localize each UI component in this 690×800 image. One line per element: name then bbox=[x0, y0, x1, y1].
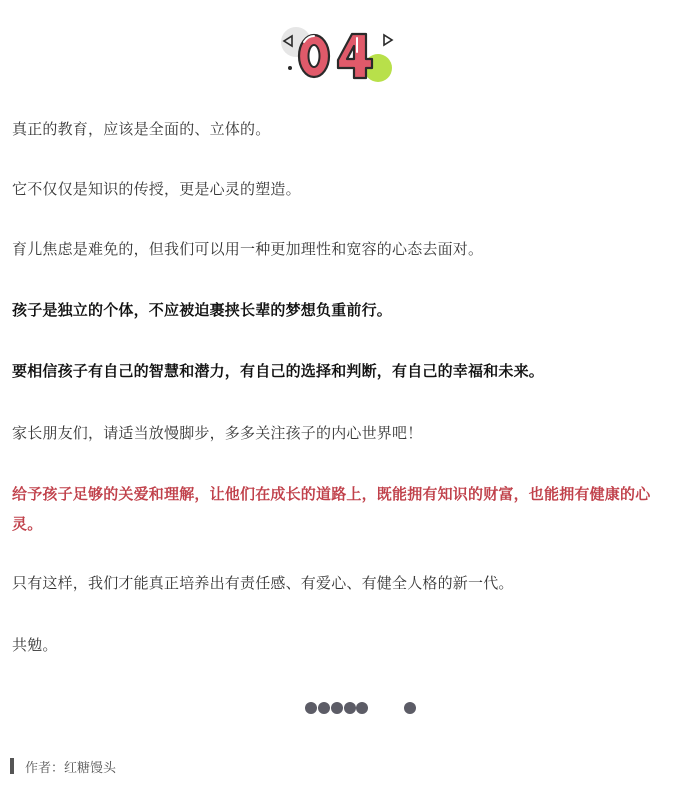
paragraph-1: 真正的教育，应该是全面的、立体的。 bbox=[12, 120, 271, 138]
paragraph-6: 家长朋友们，请适当放慢脚步，多多关注孩子的内心世界吧！ bbox=[12, 424, 423, 442]
author-marker-bar bbox=[10, 758, 14, 774]
digit-zero bbox=[299, 35, 329, 77]
paragraph-7-highlight: 给予孩子足够的关爱和理解，让他们在成长的道路上，既能拥有知识的财富，也能拥有健康的心灵。 bbox=[12, 485, 651, 533]
paragraph-9: 共勉。 bbox=[12, 636, 58, 654]
paragraph-2: 它不仅仅是知识的传授，更是心灵的塑造。 bbox=[12, 180, 301, 198]
small-dot bbox=[288, 66, 292, 70]
author-line bbox=[10, 755, 116, 777]
divider-dot bbox=[331, 702, 343, 714]
divider-dot bbox=[318, 702, 330, 714]
decorative-dots-divider bbox=[300, 697, 430, 719]
digit-four bbox=[338, 34, 372, 78]
paragraph-8: 只有这样，我们才能真正培养出有责任感、有爱心、有健全人格的新一代。 bbox=[12, 574, 514, 592]
right-triangle-icon bbox=[384, 35, 392, 45]
author-label: 作者：红糖馒头 bbox=[25, 760, 117, 776]
paragraph-3: 育儿焦虑是难免的，但我们可以用一种更加理性和宽容的心态去面对。 bbox=[12, 240, 484, 258]
divider-dot bbox=[404, 702, 416, 714]
divider-dot bbox=[356, 702, 368, 714]
section-number-graphic bbox=[278, 22, 398, 84]
paragraph-4-bold: 孩子是独立的个体，不应被迫裹挟长辈的梦想负重前行。 bbox=[12, 301, 393, 319]
paragraph-5-bold: 要相信孩子有自己的智慧和潜力，有自己的选择和判断，有自己的幸福和未来。 bbox=[12, 362, 545, 380]
number-04-illustration bbox=[278, 22, 398, 84]
divider-dot bbox=[305, 702, 317, 714]
divider-dot bbox=[344, 702, 356, 714]
